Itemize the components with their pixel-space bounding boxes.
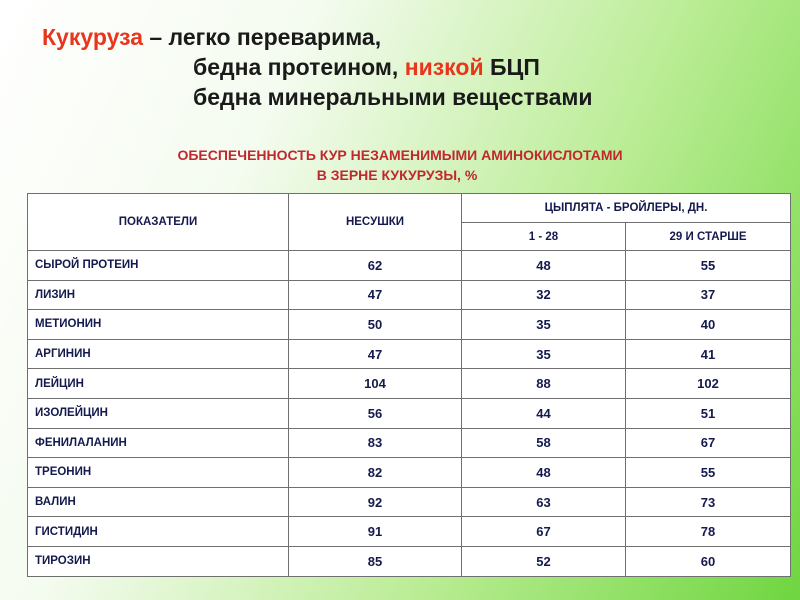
table-row: [28, 458, 791, 488]
caption-line-2: В ЗЕРНЕ КУКУРУЗЫ, %: [316, 167, 478, 183]
cell-layers: 82: [289, 458, 462, 488]
cell-layers: 56: [289, 398, 462, 428]
cell-broilers-young: 44: [462, 398, 626, 428]
caption-line-1: ОБЕСПЕЧЕННОСТЬ КУР НЕЗАМЕНИМЫМИ АМИНОКИСЛОТАМИ: [177, 147, 623, 163]
table-row: [28, 398, 791, 428]
header-layers: НЕСУШКИ: [289, 194, 462, 251]
table-caption: [0, 145, 800, 185]
cell-broilers-young: 32: [462, 280, 626, 310]
row-indicator: ИЗОЛЕЙЦИН: [28, 398, 289, 428]
cell-broilers-young: 67: [462, 517, 626, 547]
heading-line-1: [42, 22, 593, 52]
table-row: [28, 546, 791, 576]
table-row: [28, 310, 791, 340]
row-indicator: ЛЕЙЦИН: [28, 369, 289, 399]
table-row: [28, 251, 791, 281]
row-indicator: АРГИНИН: [28, 339, 289, 369]
row-indicator: ЛИЗИН: [28, 280, 289, 310]
cell-broilers-older: 41: [626, 339, 791, 369]
cell-broilers-older: 102: [626, 369, 791, 399]
table-row: [28, 428, 791, 458]
heading-line-2-end: БЦП: [483, 54, 540, 80]
heading-line-2-start: бедна протеином,: [193, 54, 405, 80]
cell-layers: 91: [289, 517, 462, 547]
cell-broilers-older: 55: [626, 251, 791, 281]
cell-layers: 47: [289, 339, 462, 369]
cell-layers: 104: [289, 369, 462, 399]
heading-line-2: [42, 52, 593, 82]
table-row: [28, 369, 791, 399]
slide-heading: [42, 22, 593, 112]
row-indicator: ТРЕОНИН: [28, 458, 289, 488]
cell-broilers-older: 78: [626, 517, 791, 547]
cell-layers: 47: [289, 280, 462, 310]
table-row: [28, 517, 791, 547]
cell-broilers-young: 35: [462, 310, 626, 340]
cell-broilers-young: 63: [462, 487, 626, 517]
row-indicator: ВАЛИН: [28, 487, 289, 517]
cell-layers: 50: [289, 310, 462, 340]
header-broilers-older: 29 И СТАРШЕ: [626, 223, 791, 251]
header-broilers-young: 1 - 28: [462, 223, 626, 251]
cell-layers: 92: [289, 487, 462, 517]
heading-line-2-highlight: низкой: [404, 54, 484, 80]
cell-broilers-young: 52: [462, 546, 626, 576]
cell-layers: 62: [289, 251, 462, 281]
cell-broilers-older: 51: [626, 398, 791, 428]
row-indicator: ТИРОЗИН: [28, 546, 289, 576]
table-row: [28, 339, 791, 369]
header-indicators: ПОКАЗАТЕЛИ: [28, 194, 289, 251]
heading-keyword: Кукуруза: [42, 24, 143, 50]
row-indicator: ФЕНИЛАЛАНИН: [28, 428, 289, 458]
row-indicator: ГИСТИДИН: [28, 517, 289, 547]
cell-broilers-young: 48: [462, 458, 626, 488]
cell-broilers-young: 58: [462, 428, 626, 458]
heading-line-3: бедна минеральными веществами: [193, 84, 593, 110]
table-header-row: [28, 194, 791, 223]
cell-broilers-older: 55: [626, 458, 791, 488]
cell-layers: 83: [289, 428, 462, 458]
cell-broilers-young: 48: [462, 251, 626, 281]
cell-broilers-older: 73: [626, 487, 791, 517]
table-row: [28, 487, 791, 517]
row-indicator: СЫРОЙ ПРОТЕИН: [28, 251, 289, 281]
cell-broilers-older: 37: [626, 280, 791, 310]
cell-broilers-young: 88: [462, 369, 626, 399]
header-broilers: ЦЫПЛЯТА - БРОЙЛЕРЫ, ДН.: [462, 194, 791, 223]
table-row: [28, 280, 791, 310]
cell-broilers-older: 40: [626, 310, 791, 340]
cell-layers: 85: [289, 546, 462, 576]
cell-broilers-older: 60: [626, 546, 791, 576]
cell-broilers-young: 35: [462, 339, 626, 369]
heading-line-1-text: – легко переварима,: [142, 24, 382, 50]
row-indicator: МЕТИОНИН: [28, 310, 289, 340]
amino-acid-table: [27, 193, 791, 577]
cell-broilers-older: 67: [626, 428, 791, 458]
